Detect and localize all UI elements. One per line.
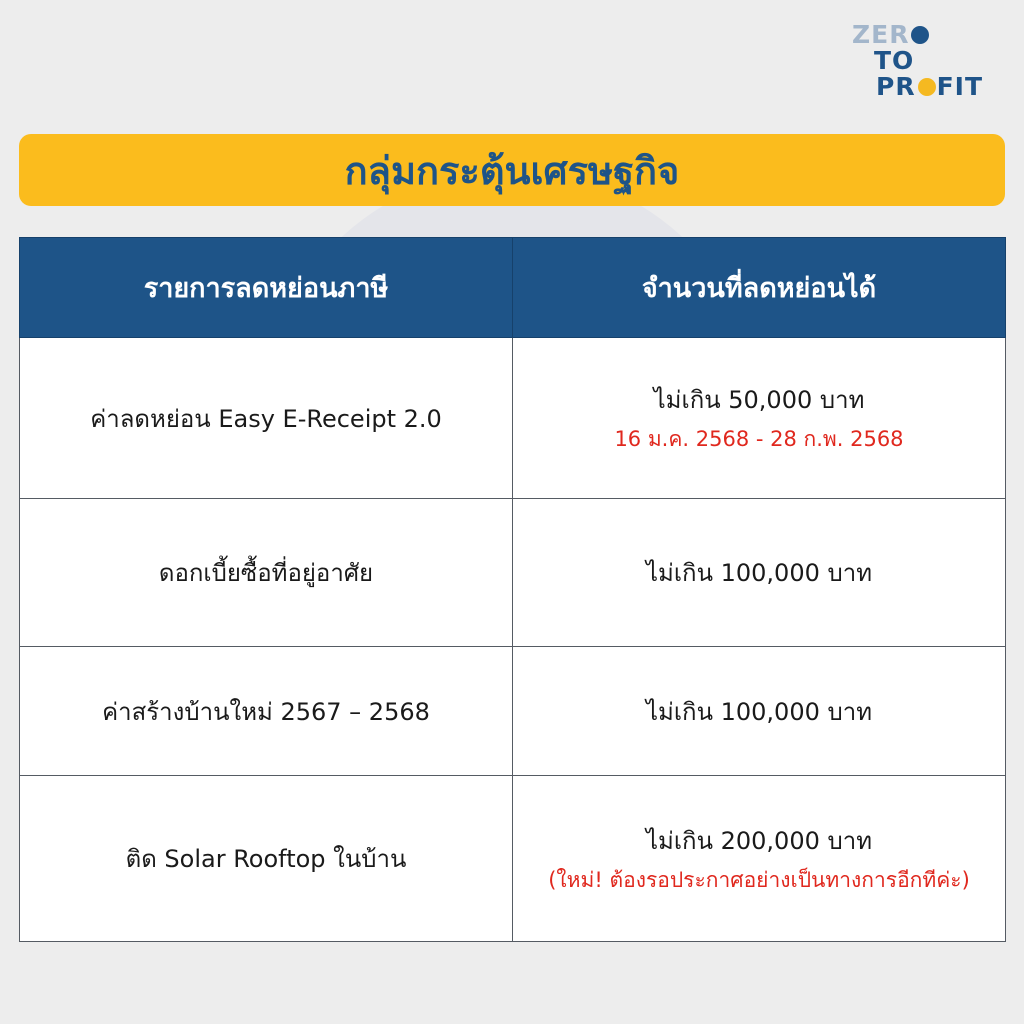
logo-text-pr: PR [876,72,916,101]
deduction-item: ดอกเบี้ยซื้อที่อยู่อาศัย [20,499,513,647]
deduction-amount: ไม่เกิน 50,000 บาท [653,386,865,414]
deduction-note: 16 ม.ค. 2568 - 28 ก.พ. 2568 [614,427,904,451]
table-header-row [20,238,1006,338]
deduction-amount: ไม่เกิน 200,000 บาท [645,826,873,855]
deduction-amount-cell [513,338,1006,499]
table-row [20,647,1006,776]
zero-to-profit-logo [852,22,1002,100]
deduction-item: ค่าลดหย่อน Easy E-Receipt 2.0 [20,338,513,499]
table-row [20,338,1006,499]
table-row [20,499,1006,647]
column-header-amount: จำนวนที่ลดหย่อนได้ [513,238,1006,338]
logo-text-fit: FIT [936,72,984,101]
logo-dot-icon [911,26,929,44]
deduction-amount: ไม่เกิน 100,000 บาท [645,697,873,726]
logo-text-to: TO [874,46,915,75]
table-row [20,776,1006,942]
deduction-amount-cell [513,499,1006,647]
deduction-amount: ไม่เกิน 100,000 บาท [645,559,873,587]
logo-text-zero: ZER [852,20,910,49]
deduction-item: ติด Solar Rooftop ในบ้าน [20,776,513,942]
page-title: กลุ่มกระตุ้นเศรษฐกิจ [344,148,680,193]
title-banner [19,134,1005,206]
deduction-note: (ใหม่! ต้องรอประกาศอย่างเป็นทางการอีกทีค่ะ) [548,867,970,892]
deduction-amount-cell [513,776,1006,942]
deduction-amount-cell [513,647,1006,776]
logo-dot-icon [918,78,936,96]
column-header-item: รายการลดหย่อนภาษี [20,238,513,338]
deduction-item: ค่าสร้างบ้านใหม่ 2567 – 2568 [20,647,513,776]
tax-deduction-table [19,237,1006,942]
